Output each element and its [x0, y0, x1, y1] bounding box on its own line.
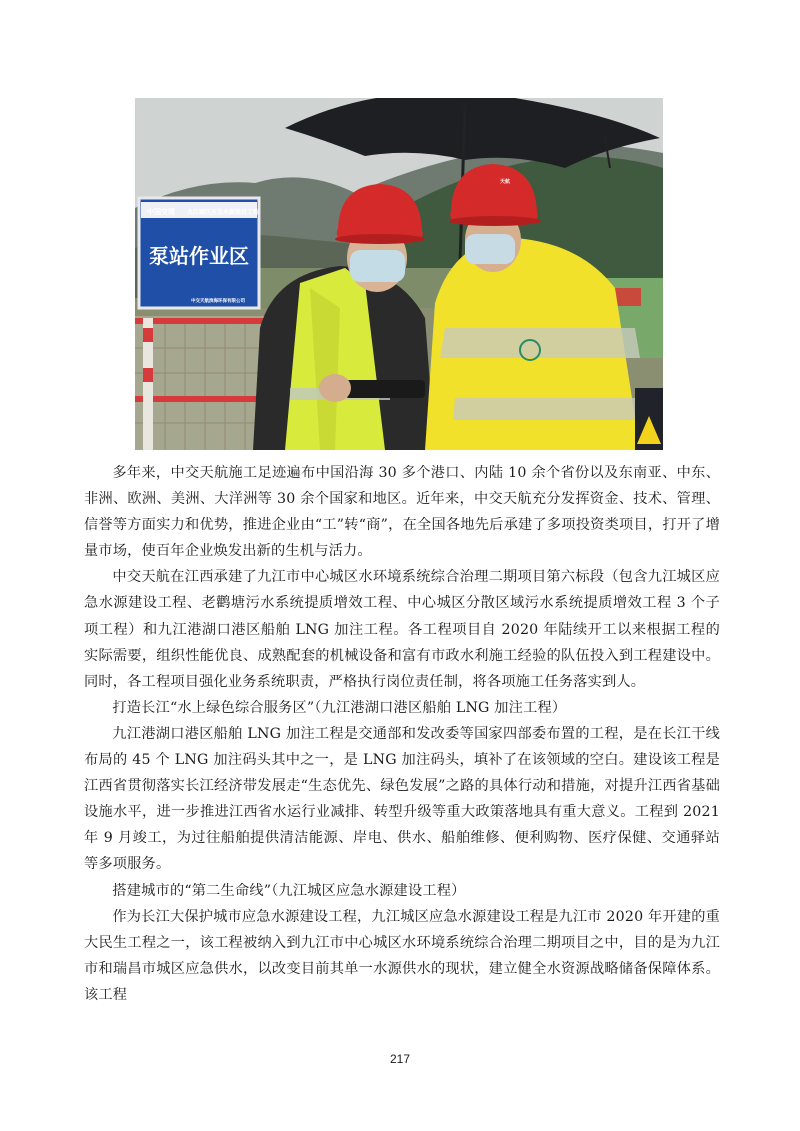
paragraph-intro: 多年来，中交天航施工足迹遍布中国沿海 30 多个港口、内陆 10 余个省份以及东南亚、中东、非洲、欧洲、美洲、大洋洲等 30 余个国家和地区。近年来，中交天航充分发挥资金、技术、管理、信誉等方面实力和优势，推进企业由“工”转“商”，在全国各地先后承建了多项投资类项目，打开了增量市场，使百年企业焕发出新的生机与活力。: [84, 465, 720, 560]
sign-logo: 中国交建: [147, 208, 175, 216]
site-photo: [135, 98, 663, 450]
sign-title: 泵站作业区: [149, 244, 249, 268]
helmet-text: 天航: [500, 179, 511, 185]
page-number: 217: [389, 1052, 411, 1066]
article-body: [84, 460, 720, 1008]
sign-footer: 中交天航滨海环保有限公司: [191, 299, 245, 304]
paragraph-lng-project: 九江港湖口港区船舶 LNG 加注工程是交通部和发改委等国家四部委布置的工程，是在长江干线布局的 45 个 LNG 加注码头其中之一，是 LNG 加注码头，填补了在该领域的空白。建设该工程是江西省贯彻落实长江经济带发展走“生态优先、绿色发展”之路的具体行动和措施，对提升江西省基础设施水平，进一步推进江西省水运行业减排、转型升级等重大政策落地具有重大意义。工程到 2021 年 9 月竣工，为过往船舶提供清洁能源、岸电、供水、船舶维修、便利购物、医疗保健、交通驿站等多项服务。: [84, 725, 720, 873]
sign-header: 九江城区应急水源建设工程: [187, 209, 260, 216]
subheading-water-source: 搭建城市的“第二生命线”（九江城区应急水源建设工程）: [112, 882, 466, 899]
subheading-lng-project: 打造长江“水上绿色综合服务区”（九江港湖口港区船舶 LNG 加注工程）: [112, 699, 567, 716]
paragraph-jiangxi-projects: 中交天航在江西承建了九江市中心城区水环境系统综合治理二期项目第六标段（包含九江城区应急水源建设工程、老鹳塘污水系统提质增效工程、中心城区分散区域污水系统提质增效工程 3 个子项工程）和九江港湖口港区船舶 LNG 加注工程。各工程项目自 2020 年陆续开工以来根据工程的实际需要，组织性能优良、成熟配套的机械设备和富有市政水利施工经验的队伍投入到工程建设中。同时，各工程项目强化业务系统职责，严格执行岗位责任制，将各项施工任务落实到人。: [84, 569, 720, 690]
paragraph-water-source: 作为长江大保护城市应急水源建设工程，九江城区应急水源建设工程是九江市 2020 年开建的重大民生工程之一，该工程被纳入到九江市中心城区水环境系统综合治理二期项目之中，目的是为九江市和瑞昌市城区应急供水，以改变目前其单一水源供水的现状，建立健全水资源战略储备保障体系。该工程: [84, 908, 720, 1003]
